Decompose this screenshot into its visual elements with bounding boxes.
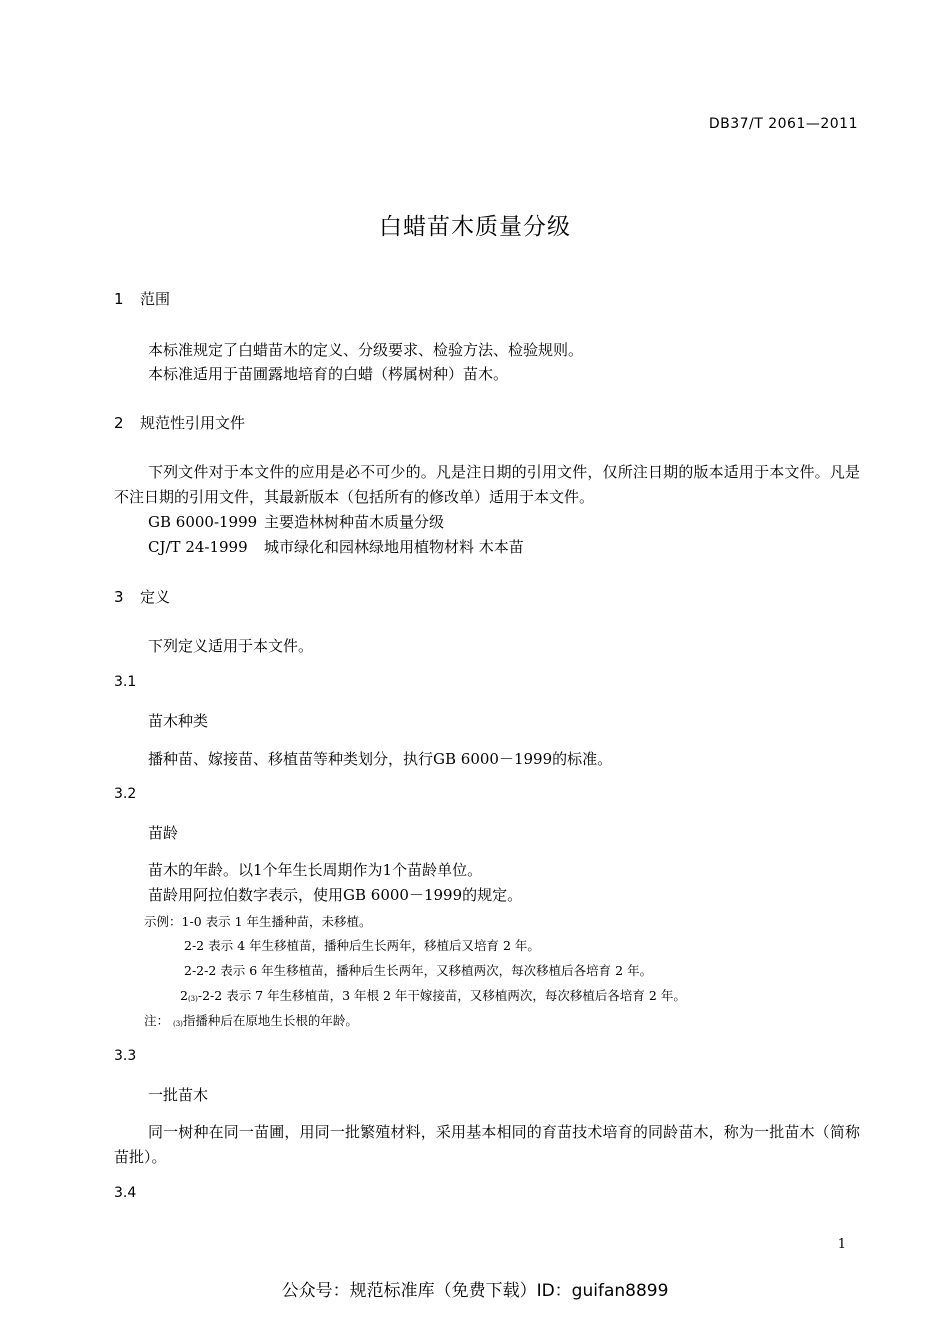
term-heading: 苗龄: [148, 824, 179, 842]
section-1-heading: [114, 288, 170, 309]
subsection-number: 3.3: [114, 1048, 137, 1064]
subsection-number: 3.1: [114, 674, 137, 690]
reference-code: GB 6000-1999: [148, 513, 258, 531]
note-row: [144, 1011, 358, 1029]
standard-code: DB37/T 2061—2011: [708, 116, 858, 132]
reference-row: [148, 510, 444, 534]
example-prefix: 2: [180, 988, 188, 1003]
paragraph: 本标准规定了白蜡苗木的定义、分级要求、检验方法、检验规则。: [148, 341, 584, 359]
paragraph: 本标准适用于苗圃露地培育的白蜡（梣属树种）苗木。: [148, 365, 509, 383]
section-number: 3: [114, 588, 124, 606]
section-title: 规范性引用文件: [140, 414, 246, 432]
reference-title: 城市绿化和园林绿地用植物材料 木本苗: [264, 538, 524, 556]
section-number: 1: [114, 290, 124, 308]
example-text: 2-2-2 表示 6 年生移植苗，播种后生长两年，又移植两次，每次移植后各培育 2 年。: [184, 963, 653, 978]
document-title: 白蜡苗木质量分级: [379, 214, 571, 240]
page-number: 1: [837, 1237, 846, 1252]
reference-title: 主要造林树种苗木质量分级: [264, 513, 445, 531]
example-row: [144, 912, 372, 930]
subscript-marker: (3): [173, 1020, 183, 1028]
paragraph: 苗龄用阿拉伯数字表示，使用GB 6000－1999的规定。: [148, 886, 523, 904]
section-2-intro: 下列文件对于本文件的应用是必不可少的。凡是注日期的引用文件，仅所注日期的版本适用于本文件。凡是不注日期的引用文件，其最新版本（包括所有的修改单）适用于本文件。: [114, 463, 860, 506]
section-number: 2: [114, 414, 124, 432]
note-text: 指播种后在原地生长根的年龄。: [182, 1013, 358, 1028]
reference-code: CJ/T 24-1999: [148, 538, 248, 556]
paragraph: 下列定义适用于本文件。: [148, 637, 314, 655]
example-label: 示例：: [144, 914, 182, 929]
example-rest: -2-2 表示 7 年生移植苗，3 年根 2 年干嫁接苗，又移植两次，每次移植后各培育 2 年。: [197, 988, 686, 1003]
note-label: 注：: [144, 1013, 170, 1028]
example-text: 2-2 表示 4 年生移植苗，播种后生长两年，移植后又培育 2 年。: [184, 938, 540, 953]
footer-watermark: 公众号：规范标准库（免费下载）ID：guifan8899: [281, 1281, 669, 1301]
example-text: 1-0 表示 1 年生播种苗，未移植。: [181, 914, 372, 929]
example-text: [180, 986, 686, 1004]
paragraph: 苗木的年龄。以1个年生长周期作为1个苗龄单位。: [148, 861, 483, 879]
term-heading: 苗木种类: [148, 712, 209, 730]
section-title: 定义: [140, 588, 171, 606]
reference-row: [148, 535, 524, 559]
paragraph: 播种苗、嫁接苗、移植苗等种类划分，执行GB 6000－1999的标准。: [148, 750, 613, 768]
subscript-marker: (3): [187, 995, 198, 1003]
subsection-number: 3.2: [114, 786, 137, 802]
paragraph: 同一树种在同一苗圃，用同一批繁殖材料，采用基本相同的育苗技术培育的同龄苗木，称为一批苗木（简称苗批）。: [114, 1123, 860, 1166]
section-2-heading: [114, 412, 245, 433]
section-3-heading: [114, 586, 170, 607]
subsection-number: 3.4: [114, 1185, 137, 1201]
section-title: 范围: [140, 290, 171, 308]
term-heading: 一批苗木: [148, 1086, 209, 1104]
